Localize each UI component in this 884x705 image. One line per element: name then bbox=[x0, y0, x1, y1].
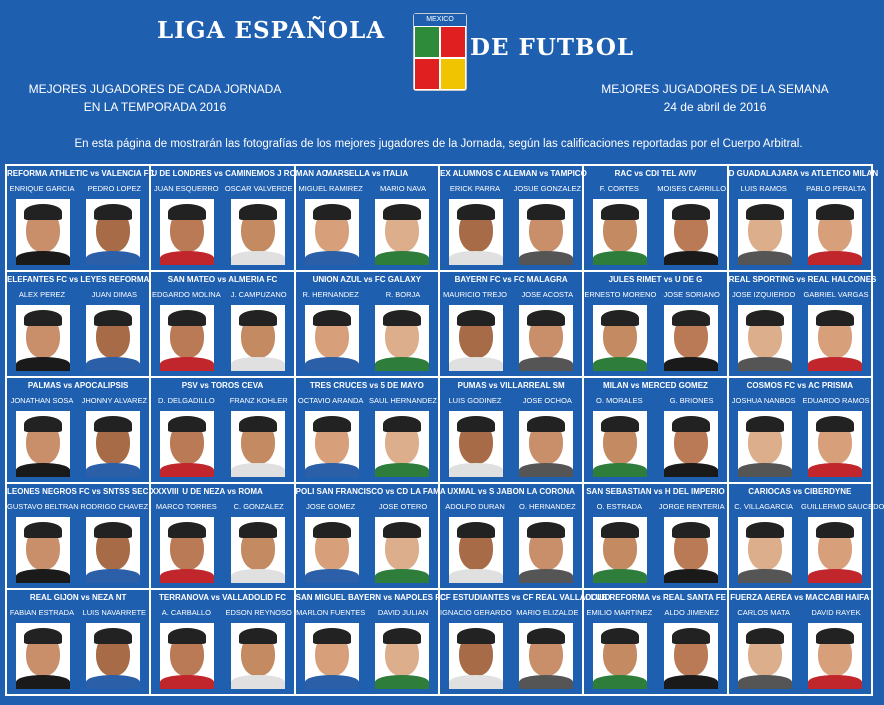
match-title: JULES RIMET vs U DE G bbox=[608, 275, 703, 284]
match-title: PSV vs TOROS CEVA bbox=[181, 381, 264, 390]
player-photo-left bbox=[738, 623, 792, 689]
player-name-left: MAURICIO TREJO bbox=[442, 290, 507, 299]
title-right: DE FUTBOL bbox=[470, 34, 635, 61]
player-name-left: IGNACIO GERARDO bbox=[439, 608, 512, 617]
week-heading-line1: MEJORES JUGADORES DE LA SEMANA bbox=[601, 82, 829, 96]
player-photo-left bbox=[305, 517, 359, 583]
player-photo-left bbox=[449, 411, 503, 477]
title-left: LIGA ESPAÑOLA bbox=[157, 17, 386, 44]
player-photo-left bbox=[16, 305, 70, 371]
player-photo-right bbox=[375, 623, 429, 689]
player-photo-right bbox=[231, 623, 285, 689]
player-name-left: R. HERNANDEZ bbox=[302, 290, 359, 299]
player-photo-left bbox=[593, 199, 647, 265]
player-photo-right bbox=[808, 411, 862, 477]
player-name-left: ERNESTO MORENO bbox=[584, 290, 657, 299]
intro-text: En esta página de mostrarán las fotografías de los mejores jugadores de la Jornada, según las calificaciones reportadas por el Cuerpo Arbitral. bbox=[74, 138, 803, 150]
match-card bbox=[439, 165, 587, 271]
crest-label: MEXICO bbox=[414, 14, 466, 26]
player-photo-right bbox=[808, 199, 862, 265]
player-photo-left bbox=[449, 305, 503, 371]
player-photo-right bbox=[519, 517, 573, 583]
player-name-right: JORGE RENTERIA bbox=[658, 502, 725, 511]
match-card bbox=[6, 165, 155, 271]
match-card bbox=[728, 165, 879, 271]
match-title: U DE NEZA vs ROMA bbox=[182, 487, 263, 496]
player-photo-right bbox=[808, 305, 862, 371]
player-name-right: O. HERNANDEZ bbox=[518, 502, 576, 511]
player-photo-right bbox=[519, 199, 573, 265]
player-photo-left bbox=[305, 199, 359, 265]
player-name-left: JUAN ESQUERRO bbox=[154, 184, 219, 193]
match-card bbox=[6, 271, 150, 377]
match-title: UNION AZUL vs FC GALAXY bbox=[312, 275, 422, 284]
match-title: REAL SPORTING vs REAL HALCONES bbox=[728, 275, 877, 284]
match-title: U DE LONDRES vs CAMINEMOS J ROMAN AC bbox=[151, 169, 328, 178]
season-heading bbox=[20, 80, 290, 116]
player-name-right: R. BORJA bbox=[385, 290, 421, 299]
mexico-crest-logo bbox=[413, 13, 467, 91]
player-photo-left bbox=[593, 305, 647, 371]
player-photo-right bbox=[86, 623, 140, 689]
match-title: PALMAS vs APOCALIPSIS bbox=[27, 381, 129, 390]
player-photo-right bbox=[375, 305, 429, 371]
player-photo-left bbox=[16, 199, 70, 265]
player-name-left: C. VILLAGARCIA bbox=[734, 502, 794, 511]
player-name-left: FABIAN ESTRADA bbox=[9, 608, 75, 617]
match-card bbox=[728, 377, 872, 483]
player-photo-right bbox=[231, 517, 285, 583]
player-name-right: GABRIEL VARGAS bbox=[803, 290, 869, 299]
player-name-right: DAVID RAYEK bbox=[811, 608, 861, 617]
player-photo-right bbox=[375, 199, 429, 265]
match-title: MARSELLA vs ITALIA bbox=[325, 169, 409, 178]
player-photo-right bbox=[664, 517, 718, 583]
match-card bbox=[583, 165, 727, 271]
player-photo-left bbox=[305, 305, 359, 371]
match-card bbox=[439, 483, 583, 589]
player-photo-left bbox=[593, 411, 647, 477]
player-photo-right bbox=[86, 305, 140, 371]
player-photo-right bbox=[375, 411, 429, 477]
player-name-right: C. GONZALEZ bbox=[233, 502, 284, 511]
match-card bbox=[150, 165, 328, 271]
player-photo-left bbox=[160, 623, 214, 689]
player-name-right: EDSON REYNOSO bbox=[225, 608, 292, 617]
match-card bbox=[439, 377, 583, 483]
player-photo-left bbox=[160, 199, 214, 265]
player-name-right: JOSE SORIANO bbox=[663, 290, 720, 299]
match-card bbox=[6, 589, 150, 695]
match-title: REFORMA ATHLETIC vs VALENCIA FC bbox=[7, 169, 155, 178]
player-photo-right bbox=[808, 517, 862, 583]
player-photo-left bbox=[738, 199, 792, 265]
player-name-right: JOSE ACOSTA bbox=[521, 290, 574, 299]
match-card bbox=[583, 271, 727, 377]
player-name-left: ENRIQUE GARCIA bbox=[9, 184, 75, 193]
match-card bbox=[295, 165, 439, 271]
match-card bbox=[150, 271, 294, 377]
player-photo-right bbox=[231, 305, 285, 371]
match-card bbox=[728, 589, 872, 695]
player-photo-right bbox=[86, 517, 140, 583]
player-photo-left bbox=[593, 623, 647, 689]
player-name-left: LUIS RAMOS bbox=[740, 184, 787, 193]
match-card bbox=[295, 589, 446, 695]
season-heading-line1: MEJORES JUGADORES DE CADA JORNADA bbox=[28, 82, 282, 96]
match-title: PUMAS vs VILLARREAL SM bbox=[457, 381, 565, 390]
player-name-left: JONATHAN SOSA bbox=[10, 396, 74, 405]
player-photo-left bbox=[16, 411, 70, 477]
player-name-right: RODRIGO CHAVEZ bbox=[80, 502, 149, 511]
player-name-left: F. CORTES bbox=[599, 184, 639, 193]
player-name-right: OSCAR VALVERDE bbox=[224, 184, 293, 193]
match-title: ELEFANTES FC vs LEYES REFORMA bbox=[7, 275, 150, 284]
match-title: REAL GIJON vs NEZA NT bbox=[29, 593, 127, 602]
player-name-left: ERICK PARRA bbox=[449, 184, 501, 193]
match-title: POLI SAN FRANCISCO vs CD LA FAMA bbox=[295, 487, 446, 496]
match-title: CARIOCAS vs CIBERDYNE bbox=[748, 487, 852, 496]
player-photo-right bbox=[375, 517, 429, 583]
player-name-right: MARIO NAVA bbox=[379, 184, 426, 193]
player-photo-left bbox=[160, 517, 214, 583]
player-photo-right bbox=[86, 199, 140, 265]
player-name-right: SAUL HERNANDEZ bbox=[368, 396, 438, 405]
match-card bbox=[439, 271, 583, 377]
match-title: TRES CRUCES vs 5 DE MAYO bbox=[309, 381, 424, 390]
player-photo-right bbox=[664, 199, 718, 265]
match-card bbox=[150, 589, 294, 695]
player-name-right: J. CAMPUZANO bbox=[230, 290, 287, 299]
player-name-right: PABLO PERALTA bbox=[806, 184, 866, 193]
match-title: TERRANOVA vs VALLADOLID FC bbox=[159, 593, 286, 602]
player-name-left: MARCO TORRES bbox=[155, 502, 217, 511]
player-name-right: ALDO JIMENEZ bbox=[664, 608, 719, 617]
match-card bbox=[295, 377, 439, 483]
player-name-right: LUIS NAVARRETE bbox=[82, 608, 147, 617]
player-name-left: GUSTAVO BELTRAN bbox=[7, 502, 79, 511]
player-photo-right bbox=[664, 411, 718, 477]
player-photo-right bbox=[519, 623, 573, 689]
player-name-right: JOSE OTERO bbox=[378, 502, 428, 511]
player-name-left: MARLON FUENTES bbox=[296, 608, 366, 617]
match-card bbox=[150, 483, 294, 589]
match-title: SAN MIGUEL BAYERN vs NAPOLES FC bbox=[295, 593, 446, 602]
match-title: COSMOS FC vs AC PRISMA bbox=[746, 381, 854, 390]
match-card bbox=[439, 589, 611, 695]
player-photo-right bbox=[519, 305, 573, 371]
player-name-left: EDGARDO MOLINA bbox=[151, 290, 221, 299]
best-players-grid bbox=[5, 164, 884, 696]
player-photo-left bbox=[160, 305, 214, 371]
player-photo-left bbox=[449, 199, 503, 265]
match-card bbox=[6, 377, 150, 483]
match-title: CLUB REFORMA vs REAL SANTA FE bbox=[585, 593, 726, 602]
player-photo-right bbox=[519, 411, 573, 477]
player-photo-left bbox=[738, 411, 792, 477]
match-title: UXMAL vs S JABON LA CORONA bbox=[447, 487, 575, 496]
match-title: BAYERN FC vs FC MALAGRA bbox=[454, 275, 568, 284]
match-card bbox=[295, 483, 446, 589]
player-name-left: ADOLFO DURAN bbox=[445, 502, 505, 511]
player-photo-right bbox=[808, 623, 862, 689]
player-name-left: JOSE GOMEZ bbox=[306, 502, 356, 511]
match-card bbox=[583, 589, 727, 695]
match-title: LEONES NEGROS FC vs SNTSS SEC XXXVIII bbox=[7, 487, 179, 496]
player-photo-right bbox=[231, 199, 285, 265]
player-name-left: JOSHUA NANBOS bbox=[731, 396, 796, 405]
match-title: RAC vs CDI TEL AVIV bbox=[614, 169, 697, 178]
player-name-left: JOSE IZQUIERDO bbox=[731, 290, 796, 299]
match-card bbox=[728, 271, 877, 377]
player-name-left: A. CARBALLO bbox=[161, 608, 211, 617]
player-name-left: CARLOS MATA bbox=[737, 608, 790, 617]
player-name-right: MOISES CARRILLO bbox=[657, 184, 727, 193]
match-title: FUERZA AEREA vs MACCABI HAIFA bbox=[730, 593, 870, 602]
player-name-right: EDUARDO RAMOS bbox=[802, 396, 870, 405]
player-photo-right bbox=[86, 411, 140, 477]
player-name-right: GUILLERMO SAUCEDO bbox=[800, 502, 884, 511]
player-name-right: G. BRIONES bbox=[669, 396, 714, 405]
player-photo-left bbox=[305, 411, 359, 477]
player-name-left: O. MORALES bbox=[595, 396, 643, 405]
match-card bbox=[583, 483, 727, 589]
player-name-right: JHONNY ALVAREZ bbox=[81, 396, 148, 405]
match-title: EX ALUMNOS C ALEMAN vs TAMPICO bbox=[439, 169, 587, 178]
player-name-right: PEDRO LOPEZ bbox=[87, 184, 141, 193]
player-name-right: MARIO ELIZALDE bbox=[516, 608, 579, 617]
player-name-left: MIGUEL RAMIREZ bbox=[298, 184, 363, 193]
match-card bbox=[6, 483, 179, 589]
player-name-right: JOSE OCHOA bbox=[522, 396, 572, 405]
match-title: D GUADALAJARA vs ATLETICO MILAN bbox=[728, 169, 879, 178]
match-title: SAN SEBASTIAN vs H DEL IMPERIO bbox=[586, 487, 725, 496]
player-photo-left bbox=[16, 517, 70, 583]
match-card bbox=[150, 377, 294, 483]
player-name-left: O. ESTRADA bbox=[596, 502, 643, 511]
player-photo-left bbox=[738, 517, 792, 583]
match-title: CF ESTUDIANTES vs CF REAL VALLADOLID bbox=[439, 593, 611, 602]
player-photo-left bbox=[16, 623, 70, 689]
player-name-left: OCTAVIO ARANDA bbox=[297, 396, 364, 405]
player-photo-left bbox=[449, 517, 503, 583]
player-photo-left bbox=[593, 517, 647, 583]
player-photo-right bbox=[664, 623, 718, 689]
player-name-right: FRANZ KOHLER bbox=[229, 396, 288, 405]
match-card bbox=[583, 377, 727, 483]
match-card bbox=[295, 271, 439, 377]
player-name-right: DAVID JULIAN bbox=[377, 608, 429, 617]
match-card bbox=[728, 483, 884, 589]
player-name-right: JOSUE GONZALEZ bbox=[513, 184, 582, 193]
week-heading-date: 24 de abril de 2016 bbox=[663, 100, 767, 114]
match-title: MILAN vs MERCED GOMEZ bbox=[603, 381, 708, 390]
player-name-left: EMILIO MARTINEZ bbox=[586, 608, 653, 617]
player-name-left: LUIS GODINEZ bbox=[448, 396, 502, 405]
week-heading bbox=[580, 80, 850, 116]
match-title: SAN MATEO vs ALMERIA FC bbox=[167, 275, 278, 284]
player-name-left: D. DELGADILLO bbox=[157, 396, 215, 405]
player-photo-left bbox=[305, 623, 359, 689]
player-photo-right bbox=[231, 411, 285, 477]
player-photo-right bbox=[664, 305, 718, 371]
player-name-right: JUAN DIMAS bbox=[91, 290, 138, 299]
player-photo-left bbox=[160, 411, 214, 477]
player-photo-left bbox=[449, 623, 503, 689]
player-photo-left bbox=[738, 305, 792, 371]
season-heading-line2: EN LA TEMPORADA 2016 bbox=[83, 100, 227, 114]
player-name-left: ALEX PEREZ bbox=[18, 290, 66, 299]
